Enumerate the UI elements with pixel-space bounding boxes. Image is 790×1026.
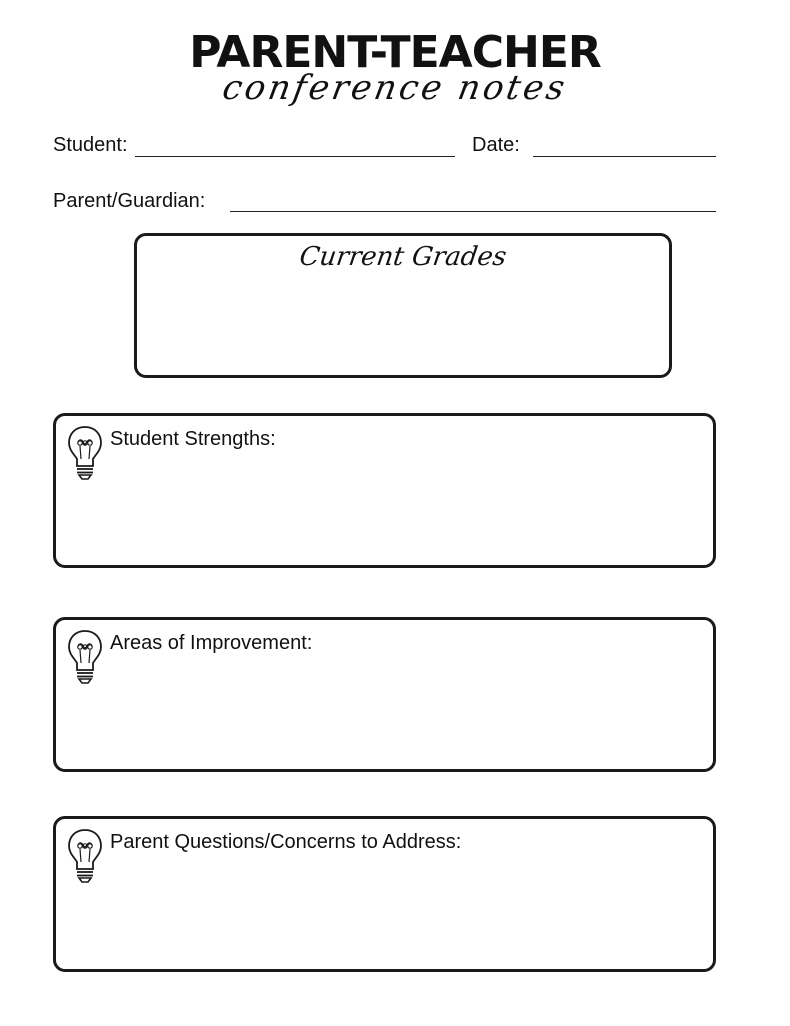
lightbulb-icon xyxy=(65,628,105,686)
areas-of-improvement-heading: Areas of Improvement: xyxy=(110,632,313,654)
date-label: Date: xyxy=(472,134,520,156)
current-grades-box[interactable] xyxy=(134,233,672,378)
student-strengths-box[interactable] xyxy=(53,413,716,568)
student-strengths-heading: Student Strengths: xyxy=(110,428,276,450)
lightbulb-icon xyxy=(65,424,105,482)
page-title: PARENT-TEACHER xyxy=(189,27,601,78)
student-field[interactable] xyxy=(135,156,455,157)
lightbulb-icon xyxy=(65,827,105,885)
page-subtitle: conference notes xyxy=(219,68,571,108)
guardian-field[interactable] xyxy=(230,211,716,212)
parent-questions-box[interactable] xyxy=(53,816,716,972)
parent-questions-heading: Parent Questions/Concerns to Address: xyxy=(110,831,462,853)
guardian-label: Parent/Guardian: xyxy=(53,190,206,212)
student-label: Student: xyxy=(53,134,128,156)
date-field[interactable] xyxy=(533,156,716,157)
areas-of-improvement-box[interactable] xyxy=(53,617,716,772)
current-grades-heading: Current Grades xyxy=(297,242,509,272)
